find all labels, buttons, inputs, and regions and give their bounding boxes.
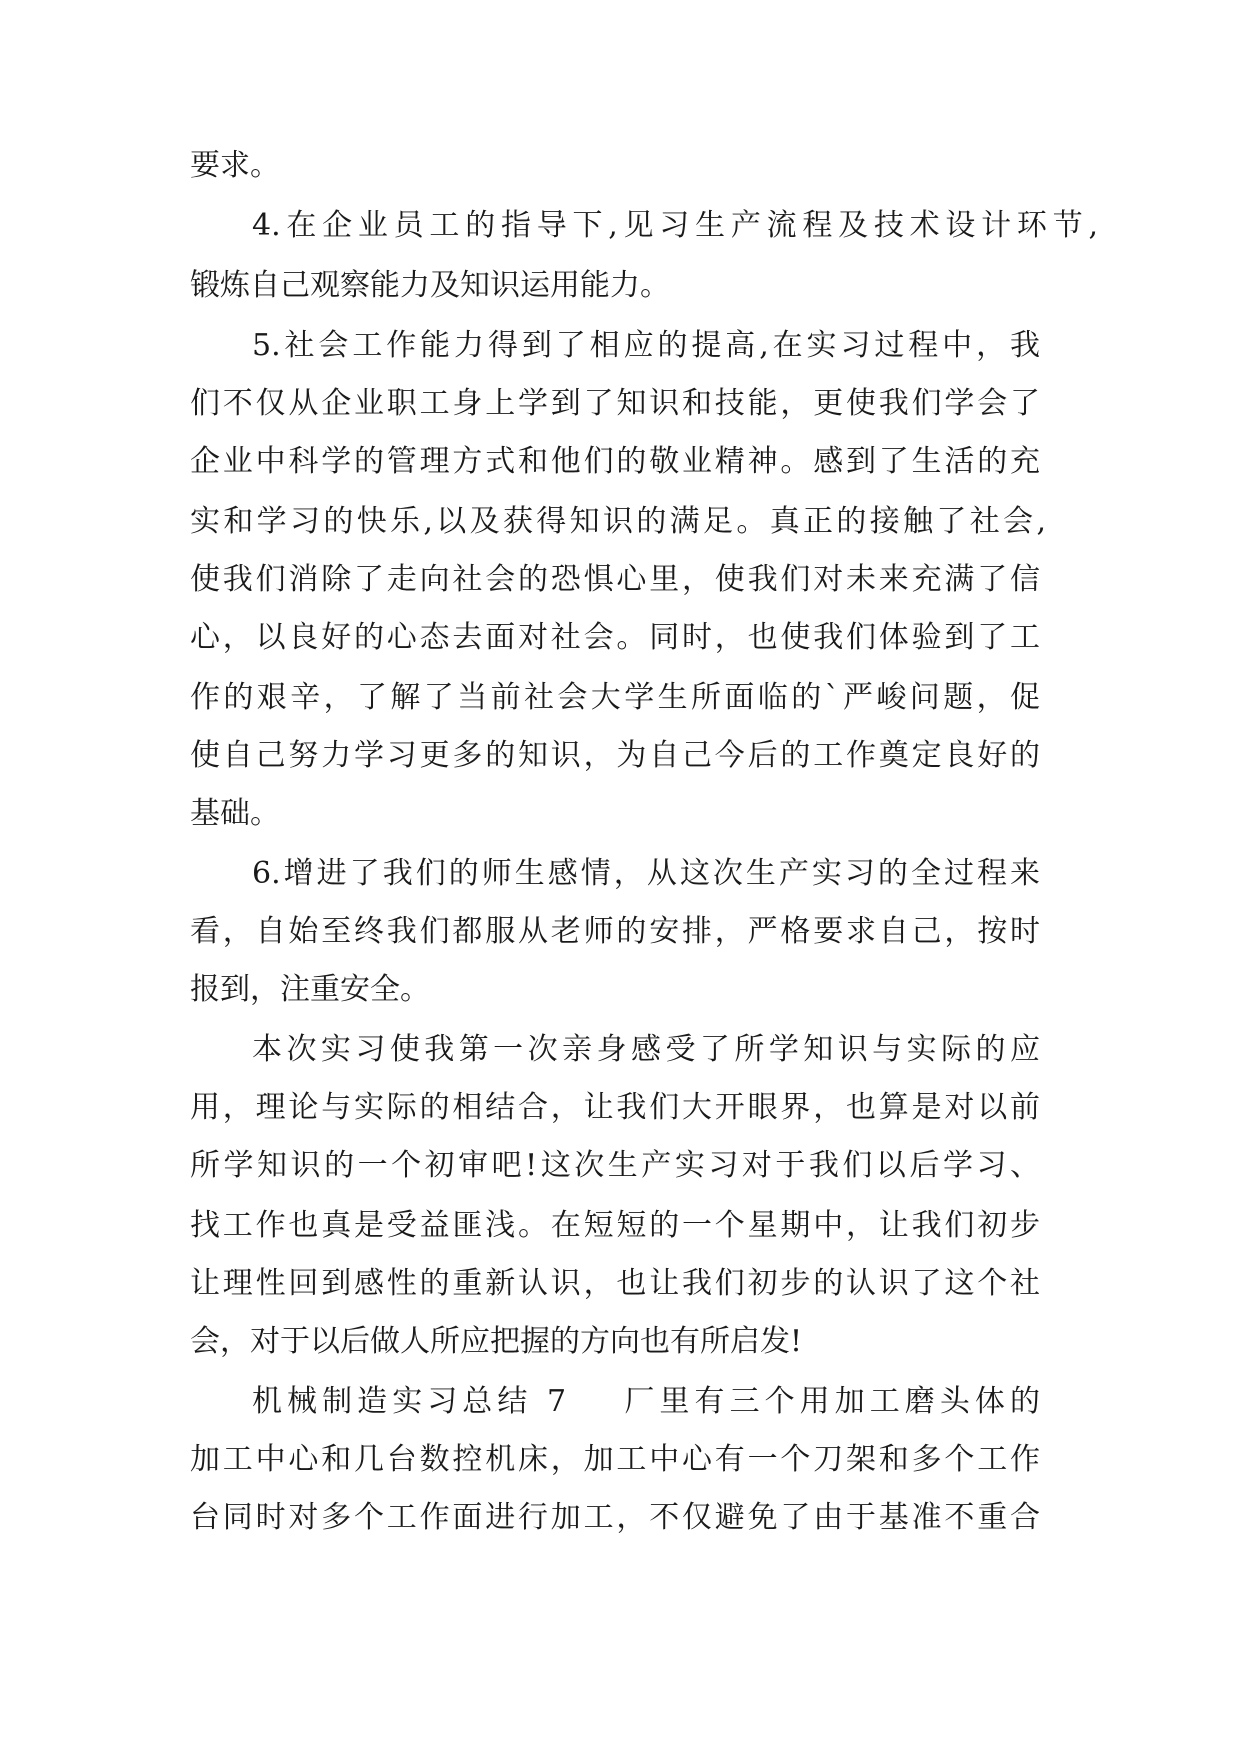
text-line: 使自己努力学习更多的知识，为自己今后的工作奠定良好的: [190, 738, 1040, 773]
text-line: 企业中科学的管理方式和他们的敬业精神。感到了生活的充: [190, 444, 1040, 479]
text-line: 本次实习使我第一次亲身感受了所学知识与实际的应: [252, 1032, 1040, 1067]
text-line: 使我们消除了走向社会的恐惧心里，使我们对未来充满了信: [190, 562, 1040, 597]
text-line: 看，自始至终我们都服从老师的安排，严格要求自己，按时: [190, 914, 1040, 949]
text-line: 基础。: [190, 796, 280, 831]
text-line: 加工中心和几台数控机床，加工中心有一个刀架和多个工作: [190, 1442, 1040, 1477]
text-line: 6.增进了我们的师生感情，从这次生产实习的全过程来: [252, 856, 1040, 891]
text-line: 们不仅从企业职工身上学到了知识和技能，更使我们学会了: [190, 386, 1040, 421]
text-line: 台同时对多个工作面进行加工，不仅避免了由于基准不重合: [190, 1500, 1040, 1535]
text-line: 让理性回到感性的重新认识，也让我们初步的认识了这个社: [190, 1266, 1040, 1301]
text-line: 报到，注重安全。: [190, 972, 430, 1007]
text-line: 机械制造实习总结 7 厂里有三个用加工磨头体的: [252, 1384, 1040, 1419]
text-line: 心，以良好的心态去面对社会。同时，也使我们体验到了工: [190, 620, 1040, 655]
text-line: 所学知识的一个初审吧!这次生产实习对于我们以后学习、: [190, 1148, 1040, 1183]
text-line: 4.在企业员工的指导下,见习生产流程及技术设计环节,: [252, 208, 1098, 243]
text-line: 作的艰辛，了解了当前社会大学生所面临的`严峻问题，促: [190, 680, 1040, 715]
text-line: 5.社会工作能力得到了相应的提高,在实习过程中，我: [252, 328, 1040, 363]
text-line: 会，对于以后做人所应把握的方向也有所启发!: [190, 1324, 803, 1359]
text-line: 要求。: [190, 148, 280, 183]
text-line: 用，理论与实际的相结合，让我们大开眼界，也算是对以前: [190, 1090, 1040, 1125]
text-line: 锻炼自己观察能力及知识运用能力。: [190, 268, 670, 303]
text-line: 实和学习的快乐,以及获得知识的满足。真正的接触了社会,: [190, 504, 1046, 539]
text-line: 找工作也真是受益匪浅。在短短的一个星期中，让我们初步: [190, 1208, 1040, 1243]
